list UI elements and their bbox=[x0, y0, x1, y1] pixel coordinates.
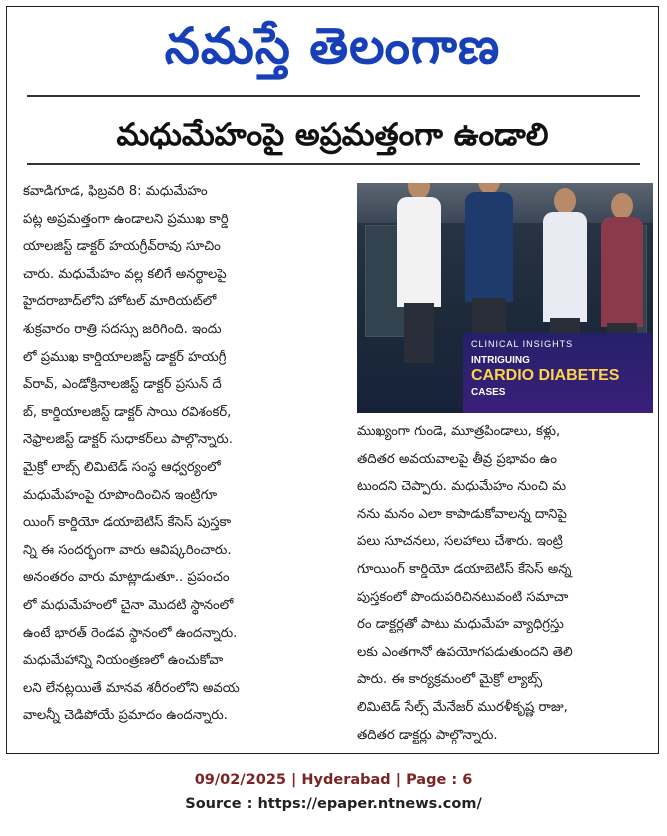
masthead-rule bbox=[27, 95, 640, 97]
article-text-line: ఉంటే భారత్ రెండవ స్థానంలో ఉందన్నారు. bbox=[23, 625, 238, 641]
article-text-line: వాలన్నీ చెడిపోయే ప్రమాదం ఉందన్నారు. bbox=[23, 708, 228, 724]
masthead-title: నమస్తే తెలంగాణ bbox=[164, 17, 501, 75]
article-text-line: టుందని చెప్పారు. మధుమేహం నుంచి మ bbox=[357, 479, 567, 495]
article-text-line: హైదరాబాద్‌లోని హోటల్ మారియట్‌లో bbox=[23, 294, 217, 310]
banner-line3: CARDIO DIABETES bbox=[471, 367, 620, 384]
article-text-line: లో ప్రముఖ కార్డియాలజిస్ట్ డాక్టర్ హయగ్రీ bbox=[23, 349, 227, 365]
footer-dateline: 09/02/2025 | Hyderabad | Page : 6 bbox=[194, 772, 473, 788]
article-text-line: పారు. ఈ కార్యక్రమంలో మైక్రో ల్యాబ్స్ bbox=[357, 672, 543, 688]
article-text-line: న్ని ఈ సందర్భంగా వారు ఆవిష్కరించారు. bbox=[23, 542, 232, 558]
article-text-line: గూయింగ్ కార్డియో డయాబెటిస్ కేసెస్ అన్న bbox=[357, 561, 572, 577]
banner-line1: CLINICAL INSIGHTS bbox=[471, 339, 574, 349]
article-text-line: లకు ఎంతగానో ఉపయోగపడుతుందని తెలి bbox=[357, 644, 573, 660]
book-launch-banner bbox=[463, 333, 653, 413]
article-text-line: కవాడిగూడ, ఫిబ్రవరి 8: మధుమేహం bbox=[23, 184, 208, 199]
article-text-line: పట్ల అప్రమత్తంగా ఉండాలని ప్రముఖ కార్డి bbox=[23, 211, 229, 227]
footer-source: Source : https://epaper.ntnews.com/ bbox=[185, 796, 482, 812]
banner-line4: CASES bbox=[471, 387, 506, 398]
article-text-line: చారు. మధుమేహం వల్ల కలిగే అనర్థాలపై bbox=[23, 266, 227, 282]
masthead bbox=[7, 11, 658, 81]
newspaper-clipping bbox=[6, 6, 659, 754]
article-right-column bbox=[357, 418, 657, 749]
article-text-line: వ్‌రావ్, ఎండోక్రినాలజిస్ట్ డాక్టర్ ప్రసున్ దే bbox=[23, 377, 222, 393]
article-text-line: నెఫ్రాలజిస్ట్ డాక్టర్ సుధాకర్‌లు పాల్గొన్నారు. bbox=[23, 432, 233, 448]
article-left-column bbox=[23, 178, 351, 730]
article-text-line: బ్, కార్డియాలజిస్ట్ డాక్టర్ సాయి రవిశంకర్, bbox=[23, 404, 232, 420]
event-photo bbox=[357, 183, 653, 413]
article-text-line: శుక్రవారం రాత్రి సదస్సు జరిగింది. ఇందు bbox=[23, 321, 222, 337]
article-text-line: యింగ్ కార్డియో డయాబెటిస్ కేసెస్ పుస్తకా bbox=[23, 515, 232, 531]
article-text-line: అనంతరం వారు మాట్లాడుతూ.. ప్రపంచం bbox=[23, 570, 230, 586]
article-text-line: లని లేనట్లయితే మానవ శరీరంలోని అవయ bbox=[23, 680, 240, 696]
photo-person bbox=[397, 183, 441, 373]
article-text-line: యాలజిస్ట్ డాక్టర్ హయగ్రీవ్‌రావు సూచిం bbox=[23, 239, 221, 255]
article-text-line: పలు సూచనలు, సలహాలు చేశారు. ఇంట్రి bbox=[357, 534, 563, 550]
banner-line2: INTRIGUING bbox=[471, 355, 530, 366]
article-text-line: పుస్తకంలో పొందుపరిచినటువంటి సమాచా bbox=[357, 589, 569, 605]
article-text-line: మైక్రో లాబ్స్ లిమిటెడ్ సంస్థ ఆధ్వర్యంలో bbox=[23, 459, 221, 475]
article-headline: మధుమేహంపై అప్రమత్తంగా ఉండాలి bbox=[116, 117, 549, 153]
article-text-line: రం డాక్టర్లతో పాటు మధుమేహ వ్యాధిగ్రస్తు bbox=[357, 617, 564, 633]
article-text-line: మధుమేహంపై రూపొందించిన ఇంట్రిగూ bbox=[23, 487, 218, 503]
article-text-line: తదితర అవయవాలపై తీవ్ర ప్రభావం ఉం bbox=[357, 451, 557, 467]
article-text-line: తదితర డాక్టర్లు పాల్గొన్నారు. bbox=[357, 727, 498, 743]
article-text-line: మధుమేహాన్ని నియంత్రణలో ఉంచుకోవా bbox=[23, 653, 224, 669]
article-text-line: లో మధుమేహంలో చైనా మొదటి స్థానంలో bbox=[23, 597, 234, 613]
article-text-line: లిమిటెడ్ సేల్స్ మేనేజర్ మురళీకృష్ణ రాజు, bbox=[357, 699, 568, 715]
article-text-line: నను మనం ఎలా కాపాడుకోవాలన్న దానిపై bbox=[357, 506, 567, 522]
article-text-line: ముఖ్యంగా గుండె, మూత్రపిండాలు, కళ్లు, bbox=[357, 424, 561, 439]
headline-rule bbox=[27, 163, 640, 165]
